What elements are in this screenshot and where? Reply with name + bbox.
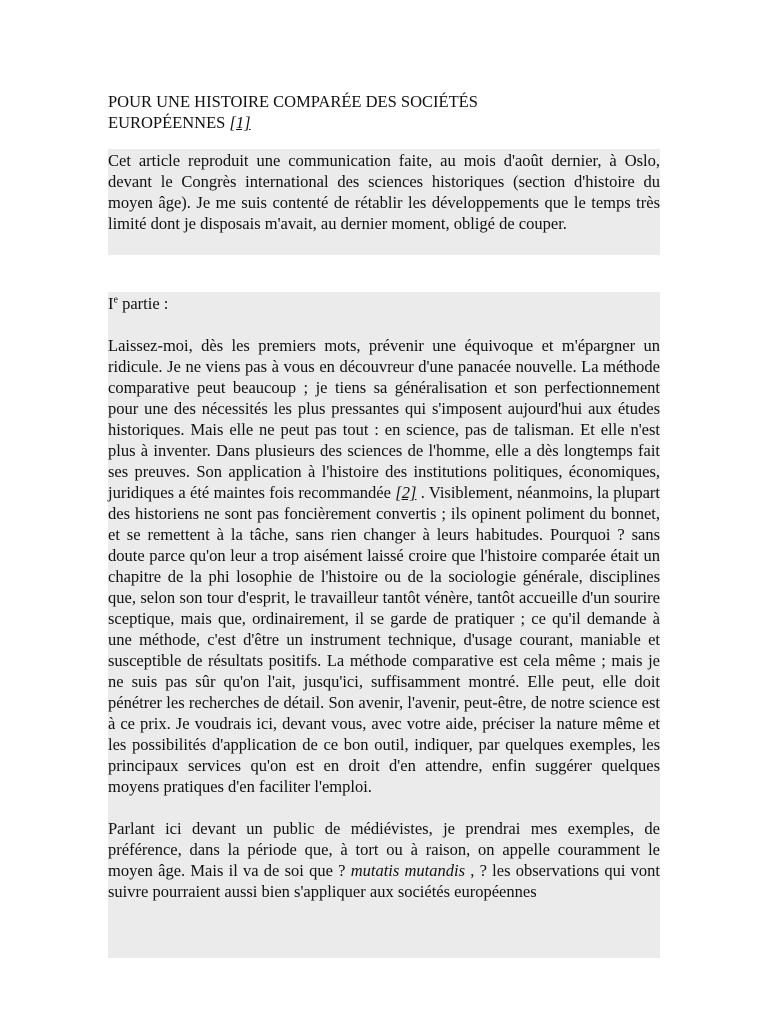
paragraph-1 [108,335,660,797]
part-label: partie : [122,294,169,313]
abstract-block [108,149,660,255]
part-superscript: e [113,294,118,306]
footnote-link-1[interactable]: [1] [229,113,251,132]
part-roman: I [108,294,114,313]
paragraph-2-text-b: , ? les observations qui vont suivre pourraient aussi bien s'appliquer aux sociétés européennes [108,861,660,901]
title-line-2: EUROPÉENNES [108,113,226,132]
abstract-text: Cet article reproduit une communication faite, au mois d'août dernier, à Oslo, devant le Congrès international des sciences historiques (section d'histoire du moyen âge). Je me suis contenté de rétablir les développements que le temps très limité dont je disposais m'avait, au dernier moment, obligé de couper. [108,151,660,233]
paragraph-2 [108,818,660,902]
paragraph-1-text-b: . Visiblement, néanmoins, la plupart des historiens ne sont pas foncièrement convertis ; ils opinent poliment du bonnet, et se remettent à la tâche, sans rien changer à leurs habitudes. Pourquoi ? sans doute parce qu'on leur a trop aisément laissé croire que l'histoire comparée était un chapitre de la phi losophie de l'histoire ou de la sociologie générale, disciplines que, selon son tour d'esprit, le travailleur tantôt vénère, tantôt accueille d'un sourire sceptique, mais que, ordinairement, il se garde de pratiquer ; ce qu'il demande à une méthode, c'est d'être un instrument technique, d'usage courant, maniable et susceptible de résultats positifs. La méthode comparative est cela même ; mais je ne suis pas sûr qu'on l'ait, jusqu'ici, suffisamment montré. Elle peut, elle doit pénétrer les recherches de détail. Son avenir, l'avenir, peut-être, de notre science est à ce prix. Je voudrais ici, devant vous, avec votre aide, préciser la nature même et les possibilités d'application de ce bon outil, indiquer, par quelques exemples, les principaux services qu'on est en droit d'en attendre, enfin suggérer quelques moyens pratiques d'en faciliter l'emploi. [108,483,661,796]
paragraph-2-text-a: Parlant ici devant un public de médiévistes, je prendrai mes exemples, de préférence, dans la période que, à tort ou à raison, on appelle couramment le moyen âge. Mais il va de soi que ? [108,819,660,880]
document-title [108,91,660,133]
paragraph-1-text-a: Laissez-moi, dès les premiers mots, prévenir une équivoque et m'épargner un ridicule. Je ne viens pas à vous en découvreur d'une panacée nouvelle. La méthode comparative peut beaucoup ; je tiens sa généralisation et son perfectionnement pour une des nécessités les plus pressantes qui s'imposent aujourd'hui aux études historiques. Mais elle ne peut pas tout : en science, pas de talisman. Et elle n'est plus à inventer. Dans plusieurs des sciences de l'homme, elle a dès longtemps fait ses preuves. Son application à l'histoire des institutions politiques, économiques, juridiques a été maintes fois recommandée [108,336,660,502]
title-line-1: POUR UNE HISTOIRE COMPARÉE DES SOCIÉTÉS [108,92,478,111]
body-block [108,292,660,958]
part-heading [108,293,660,314]
paragraph-2-italic: mutatis mutandis [350,861,466,880]
footnote-link-2[interactable]: [2] [395,483,417,502]
